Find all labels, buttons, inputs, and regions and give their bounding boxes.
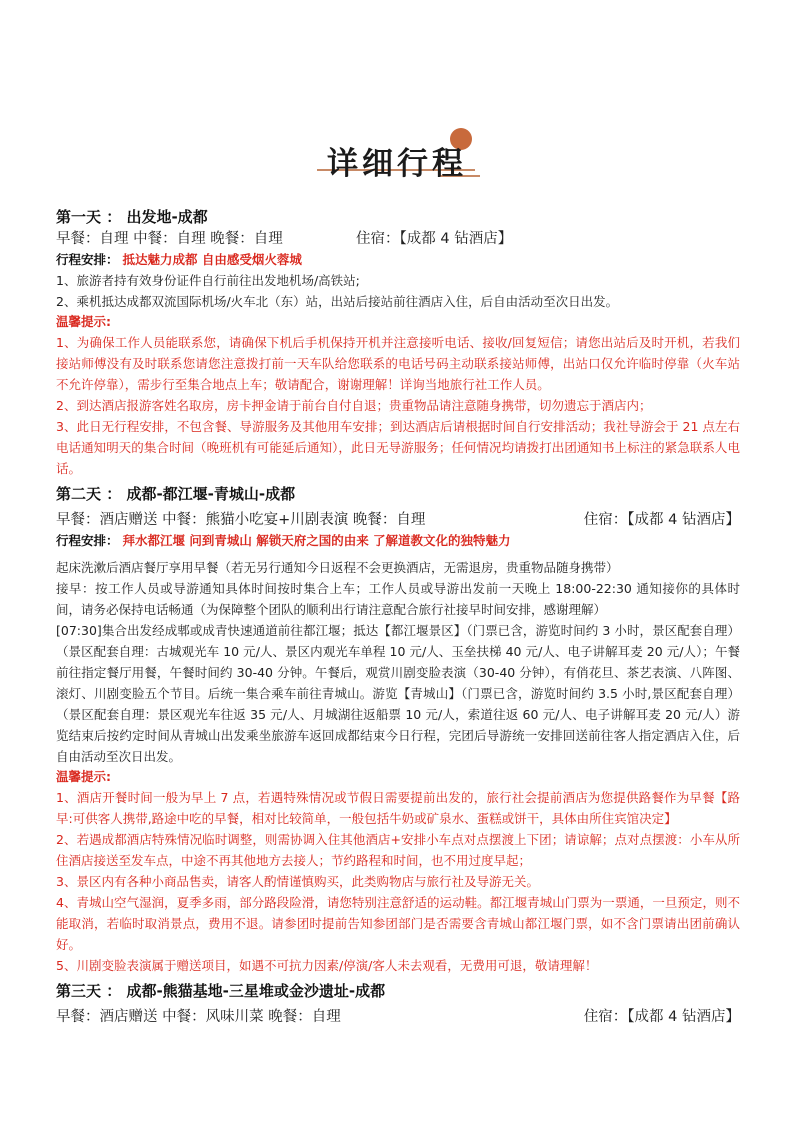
day-1-plan-label: 行程安排： — [56, 252, 119, 267]
day-1-meals-row — [56, 228, 740, 250]
day-2-tip-5: 5、川剧变脸表演属于赠送项目，如遇不可抗力因素/停演/客人未去观看，无费用可退，敬请理解！ — [56, 958, 598, 973]
day-2-heading: 第二天 ： 成都-都江堰-青城山-成都 — [56, 485, 296, 503]
day-1-tip-1: 1、为确保工作人员能联系您，请确保下机后手机保持开机并注意接听电话、接收/回复短信；请您出站后及时开机，若我们接站师傅没有及时联系您请您注意拨打前一天车队给您联系的电话号码主动联系接站师傅，出站口仅允许临时停靠（火车站不允许停靠），需步行至集合地点上车；敬请配合，谢谢理解！详询当地旅行社工作人员。 — [56, 335, 740, 392]
day-1-meals: 早餐：自理 中餐：自理 晚餐：自理 — [56, 231, 283, 247]
day-3-section — [56, 980, 740, 1028]
day-1-tips-label: 温馨提示: — [56, 314, 111, 329]
day-3-hotel: 住宿：【成都 4 钻酒店】 — [583, 1009, 740, 1025]
day-1-tip-3: 3、此日无行程安排，不包含餐、导游服务及其他用车安排；到达酒店后请根据时间自行安排活动；我社导游会于 21 点左右电话通知明天的集合时间（晚班机有可能延后通知），此日无导游服务；任何情况均请拨打出团通知书上标注的紧急联系人电话。 — [56, 419, 740, 476]
day-2-tips-label: 温馨提示: — [56, 769, 111, 784]
day-2-meals-row — [56, 509, 740, 531]
title-block — [0, 118, 794, 198]
day-2-schedule-2: 接早：按工作人员或导游通知具体时间按时集合上车；工作人员或导游出发前一天晚上 18:00-22:30 通知接你的具体时间，请务必保持电话畅通（为保障整个团队的顺利出行请注意配合旅行社接早时间安排，感谢理解） — [56, 581, 740, 617]
day-3-meals-row — [56, 1006, 740, 1028]
day-1-schedule-1: 1、旅游者持有效身份证件自行前往出发地机场/高铁站; — [56, 273, 360, 288]
day-1-heading: 第一天 ： 出发地-成都 — [56, 208, 208, 226]
day-1-hotel: 住宿：【成都 4 钻酒店】 — [356, 231, 513, 247]
day-1-section — [56, 206, 740, 479]
day-2-hotel: 住宿：【成都 4 钻酒店】 — [583, 512, 740, 528]
day-2-schedule-3: [07:30]集合出发经成郫或成青快速通道前往都江堰；抵达【都江堰景区】（门票已含，游览时间约 3 小时，景区配套自理）（景区配套自理：古城观光车 10 元/人、景区内观光车单程 10 元/人、玉垒扶梯 40 元/人、电子讲解耳麦 20 元/人）；午餐前往指定餐厅用餐，午餐时间约 30-40 分钟。午餐后，观赏川剧变脸表演（30-40 分钟），有俏花旦、茶艺表演、八阵图、滚灯、川剧变脸五个节目。后统一集合乘车前往青城山。游览【青城山】（门票已含，游览时间约 3.5 小时,景区配套自理）（景区配套自理：景区观光车往返 35 元/人、月城湖往返船票 10 元/人，索道往返 60 元/人、电子讲解耳麦 20 元/人）游览结束后按约定时间从青城山出发乘坐旅游车返回成都结束今日行程，完团后导游统一安排回送前往客人指定酒店入住，后自由活动至次日出发。 — [56, 623, 740, 764]
day-2-plan — [56, 531, 740, 551]
day-1-plan — [56, 250, 740, 270]
day-1-plan-highlight: 抵达魅力成都 自由感受烟火蓉城 — [122, 252, 302, 267]
day-3-heading: 第三天 ： 成都-熊猫基地-三星堆或金沙遗址-成都 — [56, 982, 386, 1000]
day-2-tip-2: 2、若遇成都酒店特殊情况临时调整，则需协调入住其他酒店+安排小车点对点摆渡上下团；请谅解；点对点摆渡：小车从所住酒店接送至发车点，中途不再其他地方去接人；节约路程和时间，也不用过度早起； — [56, 832, 740, 868]
day-1-tip-2: 2、到达酒店报游客姓名取房，房卡押金请于前台自付自退；贵重物品请注意随身携带，切勿遗忘于酒店内； — [56, 398, 652, 413]
day-2-tip-1: 1、酒店开餐时间一般为早上 7 点，若遇特殊情况或节假日需要提前出发的，旅行社会提前酒店为您提供路餐作为早餐【路早:可供客人携带,路途中吃的早餐，相对比较简单，一般包括牛奶或矿泉水、蛋糕或饼干，具体由所住宾馆决定】 — [56, 790, 740, 826]
day-2-tip-3: 3、景区内有各种小商品售卖，请客人酌情谨慎购买，此类购物店与旅行社及导游无关。 — [56, 874, 539, 889]
day-2-schedule-1: 起床洗漱后酒店餐厅享用早餐（若无另行通知今日返程不会更换酒店，无需退房，贵重物品随身携带） — [56, 560, 619, 575]
day-2-tip-4: 4、青城山空气湿润，夏季多雨，部分路段险滑，请您特别注意舒适的运动鞋。都江堰青城山门票为一票通，一旦预定，则不能取消，若临时取消景点，费用不退。请参团时提前告知参团部门是否需要含青城山都江堰门票，如不含门票请出团前确认好。 — [56, 895, 740, 952]
itinerary-content — [56, 206, 740, 1028]
day-3-meals: 早餐：酒店赠送 中餐：风味川菜 晚餐：自理 — [56, 1009, 341, 1025]
day-2-plan-label: 行程安排： — [56, 533, 119, 548]
page-title: 详细行程 — [327, 146, 467, 182]
day-2-section — [56, 483, 740, 976]
day-2-plan-highlight: 拜水都江堰 问到青城山 解锁天府之国的由来 了解道教文化的独特魅力 — [122, 533, 511, 548]
day-1-schedule-2: 2、乘机抵达成都双流国际机场/火车北（东）站，出站后接站前往酒店入住，后自由活动至次日出发。 — [56, 294, 619, 309]
day-2-meals: 早餐：酒店赠送 中餐：熊猫小吃宴+川剧表演 晚餐：自理 — [56, 512, 426, 528]
